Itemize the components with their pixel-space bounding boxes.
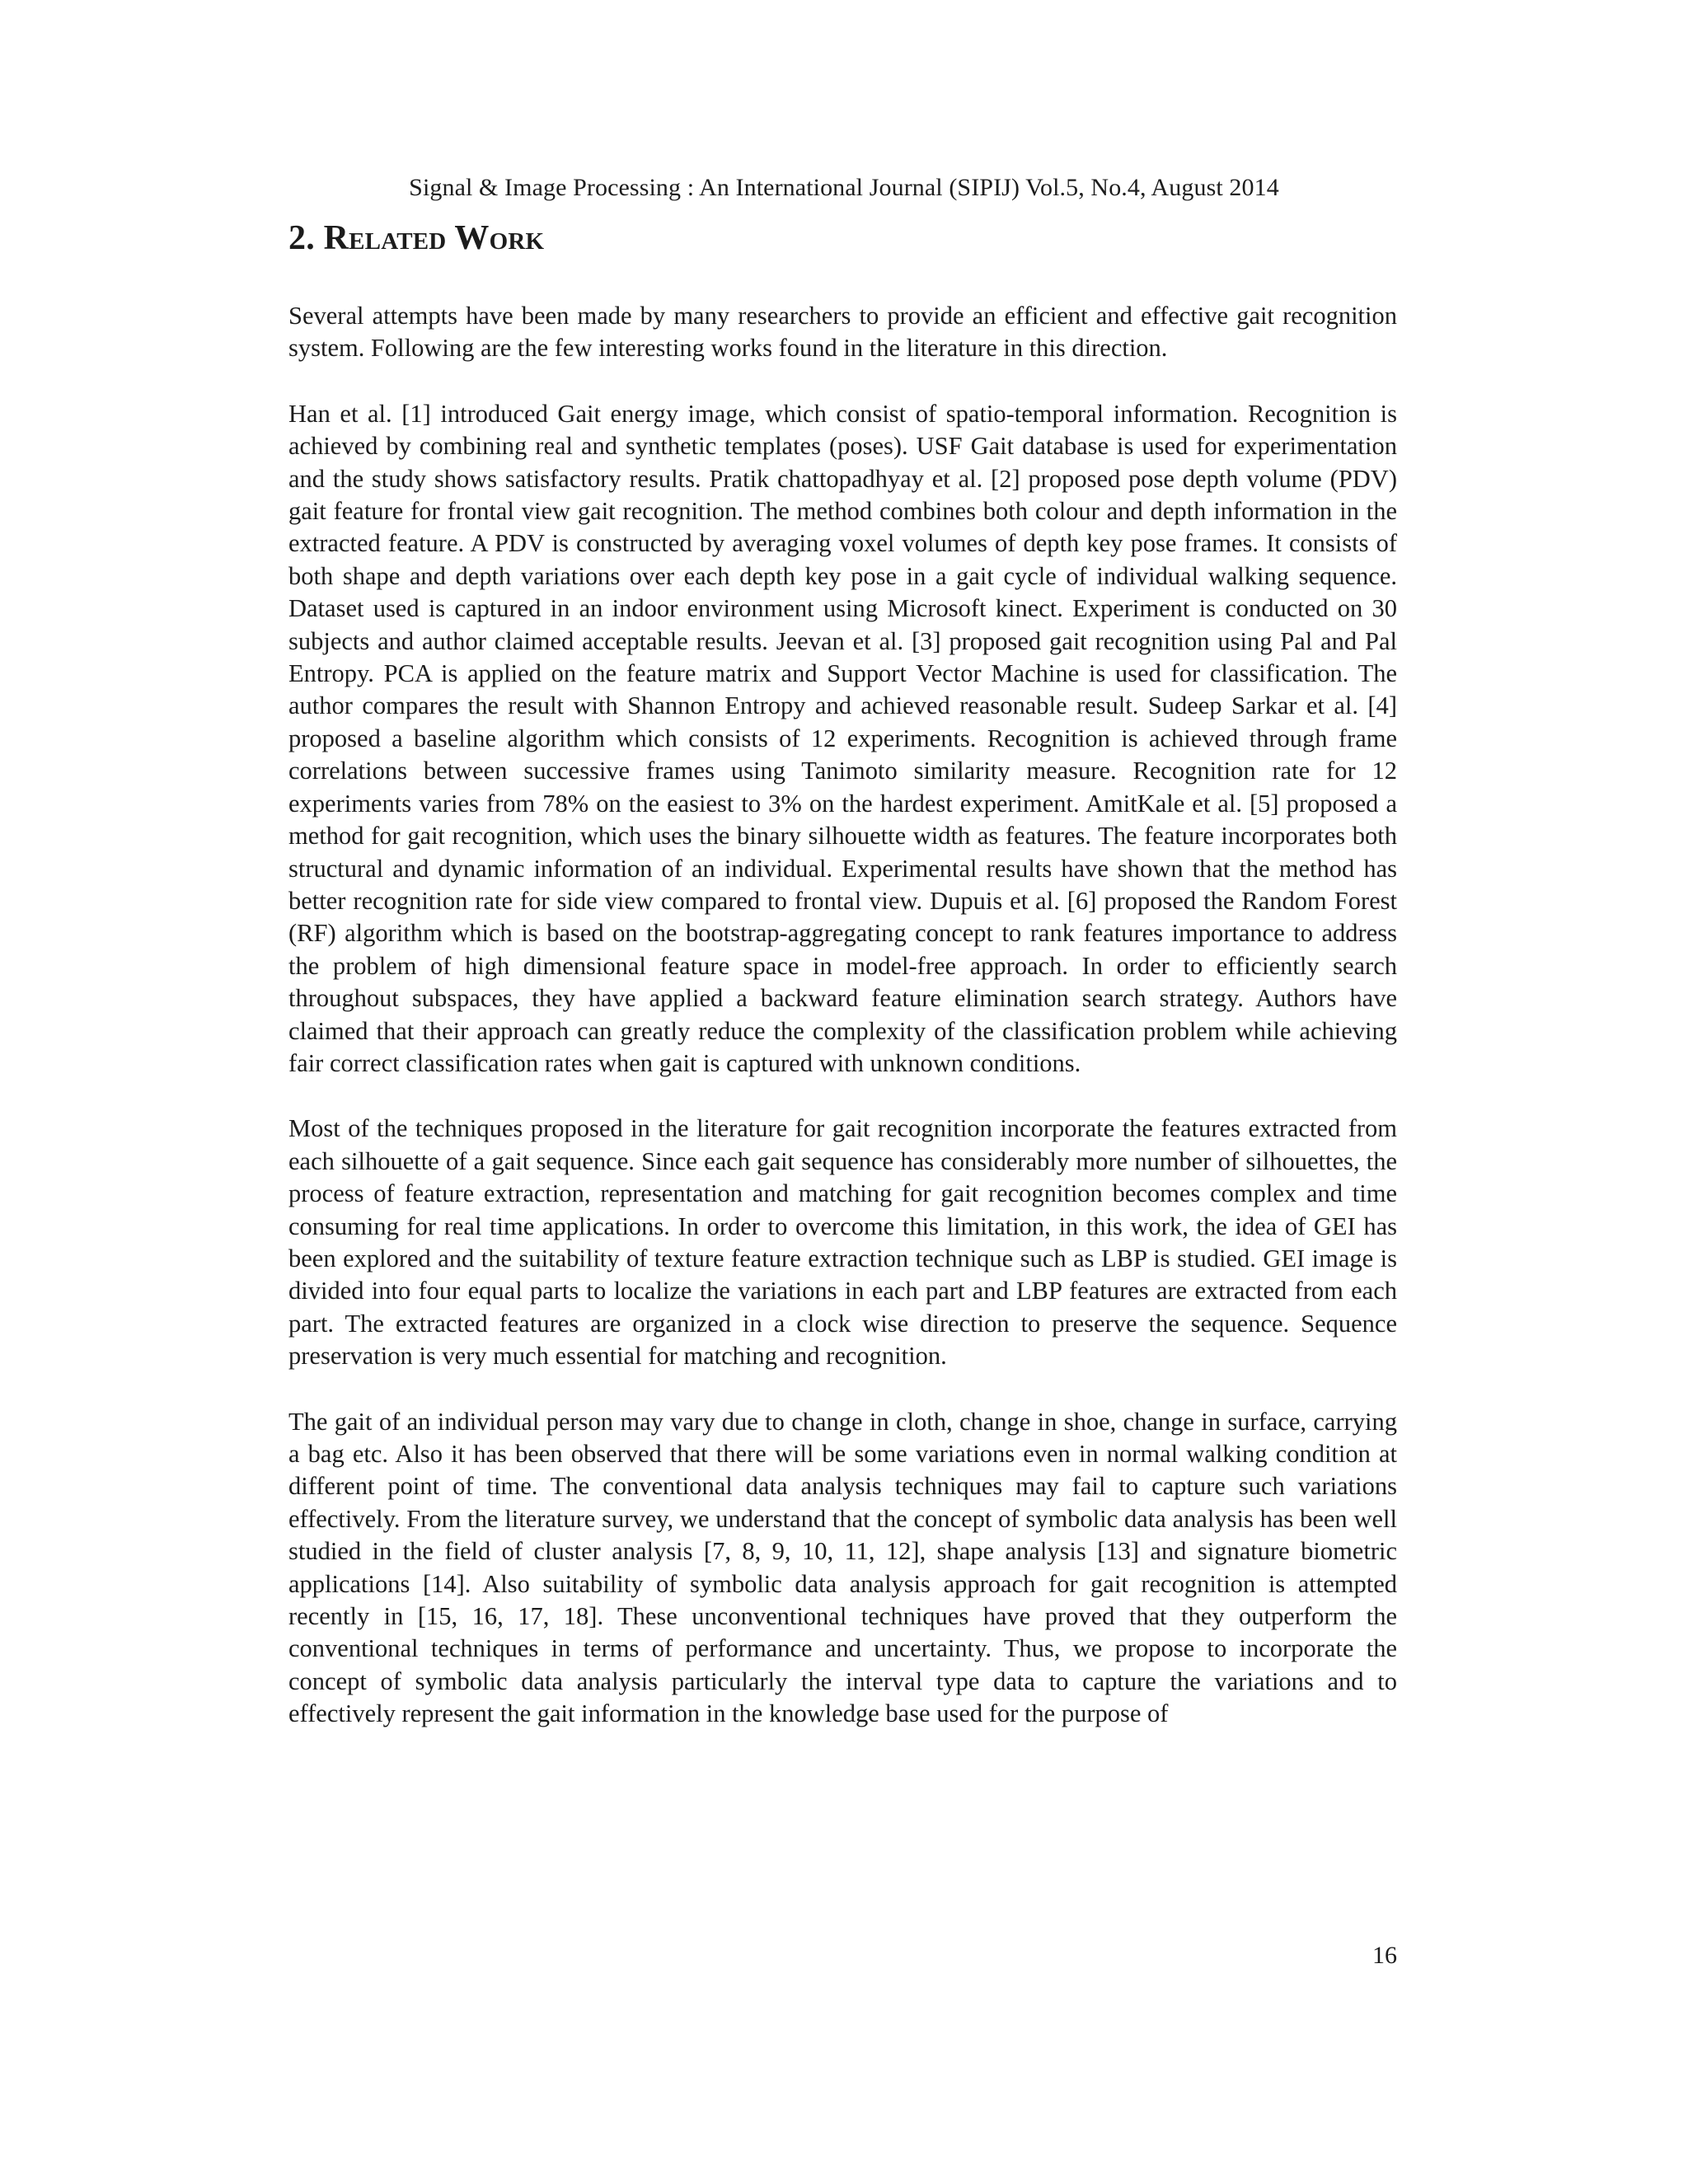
paragraph-symbolic-analysis: The gait of an individual person may vary due to change in cloth, change in shoe, change in surface, carrying a bag etc. Also it has been observed that there will be some variations even in normal walking condition at different point of time. The conventional data analysis techniques may fail to capture such variations effectively. From the literature survey, we understand that the concept of symbolic data analysis has been well studied in the field of cluster analysis [7, 8, 9, 10, 11, 12], shape analysis [13] and signature biometric applications [14]. Also suitability of symbolic data analysis approach for gait recognition is attempted recently in [15, 16, 17, 18]. These unconventional techniques have proved that they outperform the conventional techniques in terms of performance and uncertainty. Thus, we propose to incorporate the concept of symbolic data analysis particularly the interval type data to capture the variations and to effectively represent the gait information in the knowledge base used for the purpose of	[288, 1407, 1397, 1728]
paragraph-literature-review: Han et al. [1] introduced Gait energy image, which consist of spatio-temporal information. Recognition is achieved by combining real and synthetic templates (poses). USF Gait database is used for experimentation and the study shows satisfactory results. Pratik chattopadhyay et al. [2] proposed pose depth volume (PDV) gait feature for frontal view gait recognition. The method combines both colour and depth information in the extracted feature. A PDV is constructed by averaging voxel volumes of depth key pose frames. It consists of both shape and depth variations over each depth key pose in a gait cycle of individual walking sequence. Dataset used is captured in an indoor environment using Microsoft kinect. Experiment is conducted on 30 subjects and author claimed acceptable results. Jeevan et al. [3] proposed gait recognition using Pal and Pal Entropy. PCA is applied on the feature matrix and Support Vector Machine is used for classification. The author compares the result with Shannon Entropy and achieved reasonable result. Sudeep Sarkar et al. [4] proposed a baseline algorithm which consists of 12 experiments. Recognition is achieved through frame correlations between successive frames using Tanimoto similarity measure. Recognition rate for 12 experiments varies from 78% on the easiest to 3% on the hardest experiment. AmitKale et al. [5] proposed a method for gait recognition, which uses the binary silhouette width as features. The feature incorporates both structural and dynamic information of an individual. Experimental results have shown that the method has better recognition rate for side view compared to frontal view. Dupuis et al. [6] proposed the Random Forest (RF) algorithm which is based on the bootstrap-aggregating concept to rank features importance to address the problem of high dimensional feature space in model-free approach. In order to efficiently search throughout subspaces, they have applied a backward feature elimination search strategy. Authors have claimed that their approach can greatly reduce the complexity of the classification problem while achieving fair correct classification rates when gait is captured with unknown conditions.	[288, 399, 1397, 1077]
paragraph-gei-lbp: Most of the techniques proposed in the literature for gait recognition incorporate the features extracted from each silhouette of a gait sequence. Since each gait sequence has considerably more number of silhouettes, the process of feature extraction, representation and matching for gait recognition becomes complex and time consuming for real time applications. In order to overcome this limitation, in this work, the idea of GEI has been explored and the suitability of texture feature extraction technique such as LBP is studied. GEI image is divided into four equal parts to localize the variations in each part and LBP features are extracted from each part. The extracted features are organized in a clock wise direction to preserve the sequence. Sequence preservation is very much essential for matching and recognition.	[288, 1114, 1397, 1371]
page-number: 16	[1372, 1942, 1397, 1969]
section-heading: 2. Related Work	[288, 219, 545, 257]
running-header: Signal & Image Processing : An International Journal (SIPIJ) Vol.5, No.4, August 2014	[409, 174, 1279, 201]
page-content	[288, 216, 1397, 1764]
paragraph-intro: Several attempts have been made by many researchers to provide an efficient and effective gait recognition system. Following are the few interesting works found in the literature in this direction.	[288, 302, 1397, 363]
